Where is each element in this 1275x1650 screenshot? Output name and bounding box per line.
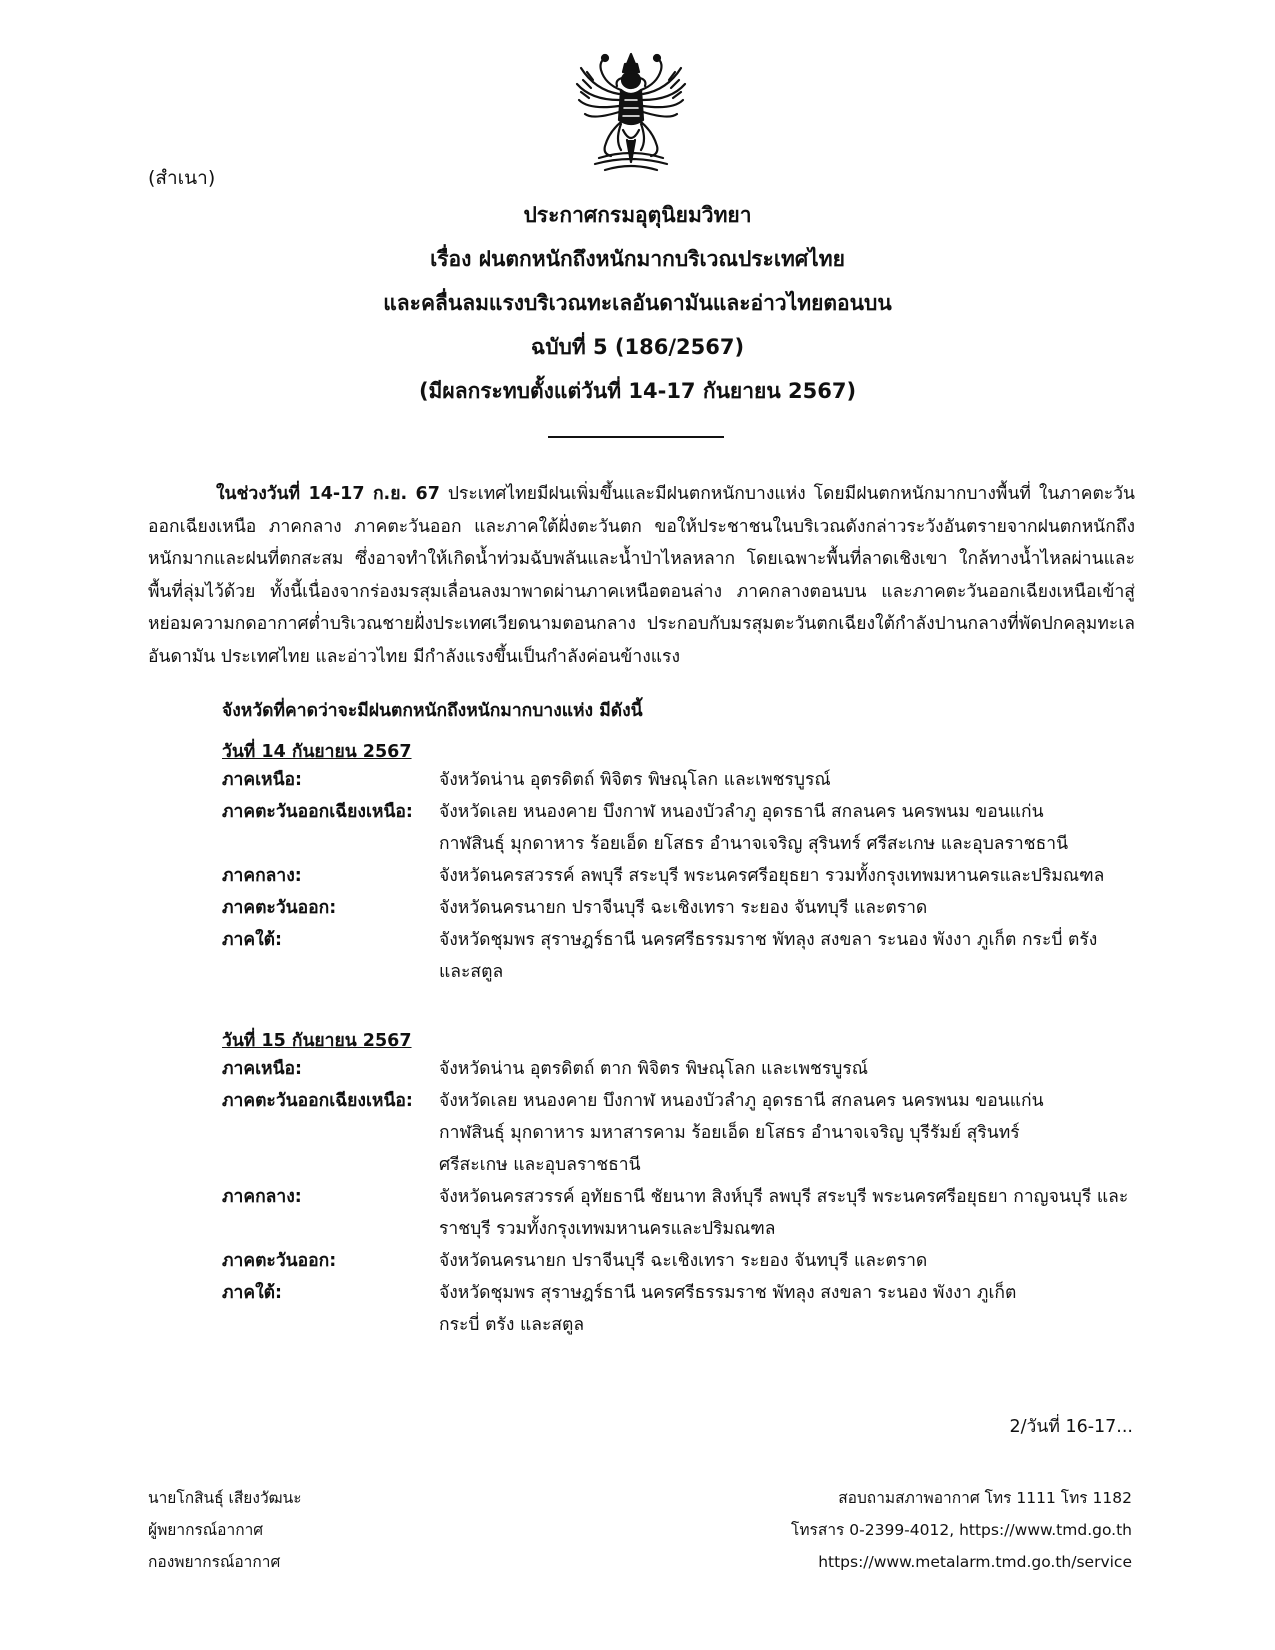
region-provinces: จังหวัดเลย หนองคาย บึงกาฬ หนองบัวลำภู อุดรธานี สกลนคร นครพนม ขอนแก่น กาฬสินธุ์ มุกดาหาร ร้อยเอ็ด ยโสธร อำนาจเจริญ สุรินทร์ ศรีสะเกษ และอุบลราชธานี bbox=[439, 802, 1069, 854]
region-provinces: จังหวัดนครสวรรค์ อุทัยธานี ชัยนาท สิงห์บุรี ลพบุรี สระบุรี พระนครศรีอยุธยา กาญจนบุรี และราชบุรี รวมทั้งกรุงเทพมหานครและปริมณฑล bbox=[439, 1187, 1129, 1239]
region-provinces: จังหวัดชุมพร สุราษฎร์ธานี นครศรีธรรมราช พัทลุง สงขลา ระนอง พังงา ภูเก็ต กระบี่ ตรัง และสตูล bbox=[439, 930, 1098, 982]
region-name: ภาคเหนือ: bbox=[222, 770, 303, 790]
title-divider bbox=[548, 436, 724, 438]
region-central-day2 bbox=[222, 1181, 1152, 1245]
contact-block bbox=[791, 1482, 1132, 1578]
region-provinces: จังหวัดน่าน อุตรดิตถ์ พิจิตร พิษณุโลก และเพชรบูรณ์ bbox=[439, 770, 831, 790]
region-name: ภาคใต้: bbox=[222, 930, 282, 950]
region-provinces: จังหวัดนครนายก ปราจีนบุรี ฉะเชิงเทรา ระยอง จันทบุรี และตราด bbox=[439, 898, 928, 918]
region-east-day2 bbox=[222, 1245, 1152, 1277]
copy-mark: (สำเนา) bbox=[148, 167, 216, 189]
contact-fax-website[interactable]: โทรสาร 0-2399-4012, https://www.tmd.go.th bbox=[791, 1521, 1132, 1539]
announcement-subject: เรื่อง ฝนตกหนักถึงหนักมากบริเวณประเทศไทย bbox=[430, 247, 845, 271]
region-central-day1 bbox=[222, 860, 1152, 892]
region-northeast-day1 bbox=[222, 796, 1082, 860]
forecaster-signature-block bbox=[148, 1482, 302, 1578]
region-name: ภาคตะวันออก: bbox=[222, 898, 337, 918]
region-name: ภาคกลาง: bbox=[222, 1187, 302, 1207]
region-north-day1 bbox=[222, 764, 1152, 796]
contact-phone: สอบถามสภาพอากาศ โทร 1111 โทร 1182 bbox=[838, 1489, 1132, 1507]
region-east-day1 bbox=[222, 892, 1152, 924]
forecaster-position: ผู้พยากรณ์อากาศ bbox=[148, 1521, 264, 1539]
region-south-day1 bbox=[222, 924, 1102, 988]
announcement-subject-line2: และคลื่นลมแรงบริเวณทะเลอันดามันและอ่าวไทยตอนบน bbox=[383, 291, 892, 315]
region-name: ภาคตะวันออก: bbox=[222, 1251, 337, 1271]
announcement-effective-dates: (มีผลกระทบตั้งแต่วันที่ 14-17 กันยายน 2567) bbox=[418, 379, 857, 403]
announcement-issue-number: ฉบับที่ 5 (186/2567) bbox=[530, 335, 745, 359]
day-title-1: วันที่ 14 กันยายน 2567 bbox=[222, 742, 412, 762]
region-name: ภาคเหนือ: bbox=[222, 1059, 303, 1079]
forecaster-division: กองพยากรณ์อากาศ bbox=[148, 1553, 281, 1571]
region-provinces: จังหวัดนครสวรรค์ ลพบุรี สระบุรี พระนครศรีอยุธยา รวมทั้งกรุงเทพมหานครและปริมณฑล bbox=[439, 866, 1105, 886]
contact-metalarm-link[interactable]: https://www.metalarm.tmd.go.th/service bbox=[818, 1553, 1132, 1571]
region-provinces: จังหวัดนครนายก ปราจีนบุรี ฉะเชิงเทรา ระยอง จันทบุรี และตราด bbox=[439, 1251, 928, 1271]
provinces-heading: จังหวัดที่คาดว่าจะมีฝนตกหนักถึงหนักมากบางแห่ง มีดังนี้ bbox=[222, 701, 643, 721]
region-name: ภาคกลาง: bbox=[222, 866, 302, 886]
region-south-day2 bbox=[222, 1277, 1042, 1341]
region-provinces: จังหวัดเลย หนองคาย บึงกาฬ หนองบัวลำภู อุดรธานี สกลนคร นครพนม ขอนแก่น กาฬสินธุ์ มุกดาหาร มหาสารคาม ร้อยเอ็ด ยโสธร อำนาจเจริญ บุรีรัมย์ สุรินทร์ ศรีสะเกษ และอุบลราชธานี bbox=[439, 1091, 1044, 1175]
region-northeast-day2 bbox=[222, 1085, 1082, 1181]
body-paragraph bbox=[148, 478, 1135, 673]
continue-note: 2/วันที่ 16-17... bbox=[1009, 1417, 1133, 1437]
region-north-day2 bbox=[222, 1053, 1152, 1085]
region-name: ภาคตะวันออกเฉียงเหนือ: bbox=[222, 802, 413, 822]
day-title-2: วันที่ 15 กันยายน 2567 bbox=[222, 1031, 412, 1051]
region-provinces: จังหวัดชุมพร สุราษฎร์ธานี นครศรีธรรมราช พัทลุง สงขลา ระนอง พังงา ภูเก็ต กระบี่ ตรัง และสตูล bbox=[439, 1283, 1017, 1335]
forecaster-name: นายโกสินธุ์ เสียงวัฒนะ bbox=[148, 1489, 302, 1507]
region-name: ภาคใต้: bbox=[222, 1283, 282, 1303]
garuda-emblem-icon bbox=[575, 50, 687, 174]
region-provinces: จังหวัดน่าน อุตรดิตถ์ ตาก พิจิตร พิษณุโลก และเพชรบูรณ์ bbox=[439, 1059, 868, 1079]
region-name: ภาคตะวันออกเฉียงเหนือ: bbox=[222, 1091, 413, 1111]
body-lead: ในช่วงวันที่ 14-17 ก.ย. 67 bbox=[216, 484, 440, 504]
body-text: ประเทศไทยมีฝนเพิ่มขึ้นและมีฝนตกหนักบางแห่ง โดยมีฝนตกหนักมากบางพื้นที่ ในภาคตะวันออกเฉียงเหนือ ภาคกลาง ภาคตะวันออก และภาคใต้ฝั่งตะวันตก ขอให้ประชาชนในบริเวณดังกล่าวระวังอันตรายจากฝนตกหนักถึงหนักมากและฝนที่ตกสะสม ซึ่งอาจทำให้เกิดน้ำท่วมฉับพลันและน้ำป่าไหลหลาก โดยเฉพาะพื้นที่ลาดเชิงเขา ใกล้ทางน้ำไหลผ่านและพื้นที่ลุ่มไว้ด้วย ทั้งนี้เนื่องจากร่องมรสุมเลื่อนลงมาพาดผ่านภาคเหนือตอนล่าง ภาคกลางตอนบน และภาคตะวันออกเฉียงเหนือเข้าสู่หย่อมความกดอากาศต่ำบริเวณชายฝั่งประเทศเวียดนามตอนกลาง ประกอบกับมรสุมตะวันตกเฉียงใต้กำลังปานกลางที่พัดปกคลุมทะเลอันดามัน ประเทศไทย และอ่าวไทย มีกำลังแรงขึ้นเป็นกำลังค่อนข้างแรง bbox=[148, 484, 1135, 667]
announcement-title: ประกาศกรมอุตุนิยมวิทยา bbox=[523, 203, 752, 227]
